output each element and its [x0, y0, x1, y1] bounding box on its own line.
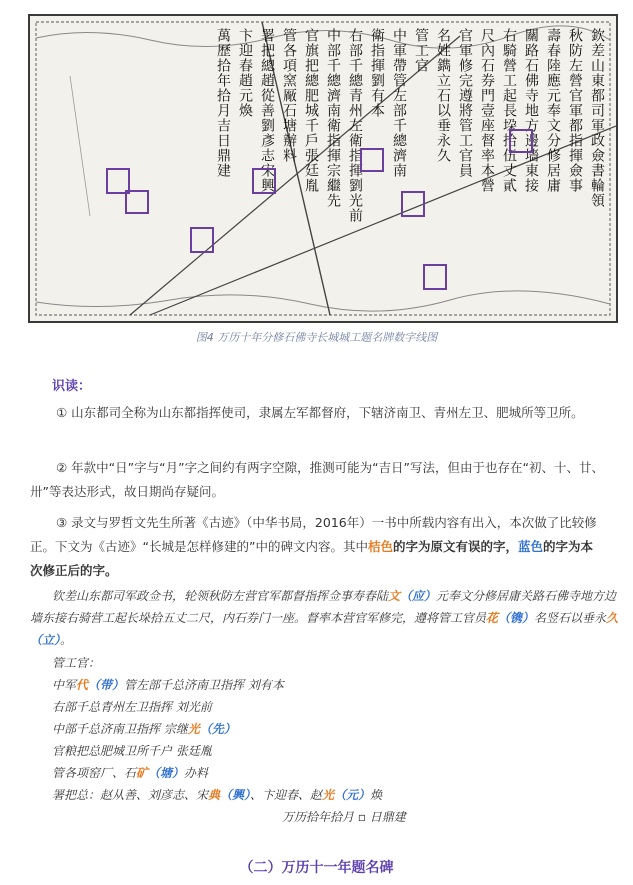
transcript-line: 右部千总青州左卫指挥 刘光前: [52, 700, 212, 714]
inscription-column: 卞迎春趙元煥: [237, 28, 253, 118]
note-text: ③ 录文与罗哲文先生所著《古迹》（中华书局，2016年）一书中所载内容有出入，本次做了比较修正。下文为《古迹》“长城是怎样修建的”中的碑文内容。其中: [30, 515, 597, 554]
note-text: ① 山东都司全称为山东都指挥使司，隶属左军都督府，下辖济南卫、青州左卫、肥城所等卫所。: [56, 405, 584, 420]
inscription-column: 衛指揮劉有本: [369, 28, 385, 118]
transcript-text: 中部千总济南卫指挥 宗继: [52, 722, 188, 736]
transcript-line: [52, 674, 612, 696]
inscription-column: 右部千總青州左衛指揮劉光前: [347, 28, 363, 223]
transcript-text: 。: [60, 633, 73, 647]
inscription-column: 關路石佛寺地方邊墻東接: [523, 28, 539, 193]
inscription-column: 中軍帶管左部千總濟南: [391, 28, 407, 178]
inscription-column: 秋防左營官軍都指揮僉事: [567, 28, 583, 193]
corrected-char: （镌）: [498, 611, 535, 625]
note-paragraph-2: [30, 456, 605, 504]
note-text: 的字为本次修正后的字。: [30, 539, 594, 578]
erroneous-char: 代: [76, 678, 89, 692]
transcript-line: [52, 784, 612, 806]
inscription-column: 萬歷拾年拾月吉日鼎建: [215, 28, 231, 178]
transcript-text: 管左部千总济南卫指挥 刘有本: [124, 678, 284, 692]
transcript-text: 中军: [52, 678, 77, 692]
section-heading: （二）万历十一年题名碑: [239, 860, 394, 876]
correction-highlight-box: [401, 191, 425, 217]
transcript-line: 官粮把总肥城卫所千户 张廷胤: [52, 744, 212, 758]
inscription-columns: [100, 28, 606, 307]
transcript-line: 管工官：: [52, 656, 101, 670]
erroneous-char: 典: [208, 788, 221, 802]
inscription-column: 名姓鐫立石以垂永久: [435, 28, 451, 163]
transcript-text: 署把总：赵从善、刘彦志、宋: [52, 788, 209, 802]
erroneous-char: 光: [322, 788, 335, 802]
transcript-text: 办料: [184, 766, 209, 780]
figure-caption: 图4 万历十年分修石佛寺长城城工题名牌数字线图: [195, 331, 438, 344]
correction-highlight-box: [360, 148, 384, 172]
note-paragraph-3: [30, 511, 605, 583]
erroneous-char: 矿: [136, 766, 149, 780]
orange-label: 桔色: [367, 539, 393, 554]
correction-highlight-box: [252, 168, 276, 194]
corrected-char: （先）: [199, 722, 236, 736]
erroneous-char: 花: [486, 611, 499, 625]
inscription-column: 官旗把總肥城千戶張廷胤: [303, 28, 319, 193]
inscription-column: 欽差山東都司軍政僉書輪領: [589, 28, 605, 208]
transcript-text: 管各项窑厂、石: [52, 766, 137, 780]
blue-label: 蓝色: [517, 539, 543, 554]
transcript-text: 焕: [370, 788, 383, 802]
erroneous-char: 光: [187, 722, 200, 736]
inscription-column: 中部千總濟南衛指揮宗繼先: [325, 28, 341, 208]
transcript-text: 钦差山东都司军政佥书，轮领秋防左营官军都督指挥佥事寿春陆: [52, 589, 389, 603]
transcript-line: [52, 718, 612, 740]
corrected-char: （带）: [88, 678, 125, 692]
note-text: ② 年款中“日”字与“月”字之间约有两字空隙，推测可能为“吉日”写法，但由于也存在“初、十、廿、卅”等表达形式，故日期尚存疑问。: [30, 460, 605, 499]
notes-heading: 识读：: [52, 379, 92, 394]
correction-highlight-box: [423, 264, 447, 290]
inscription-transcript-main: [30, 585, 620, 651]
inscription-column: 署把總趙從善劉彥志宋興: [259, 28, 275, 193]
erroneous-char: 久: [606, 611, 619, 625]
inscription-column: 壽春陸應元奉文分修居庸: [545, 28, 561, 193]
inscription-column: 管工官: [413, 28, 429, 73]
inscription-column: 管各項窯厰石塘辦料: [281, 28, 297, 163]
corrected-char: （元）: [334, 788, 371, 802]
inscription-column: 官軍修完遵將管工官員: [457, 28, 473, 178]
transcript-date-line: 万历拾年拾月 ▫ 日鼎建: [282, 810, 406, 824]
transcript-text: 、卞迎春、赵: [250, 788, 323, 802]
inscription-column: 右騎營工起長垜拾伍丈貳: [501, 28, 517, 193]
erroneous-char: 文: [388, 589, 401, 603]
corrected-char: （塘）: [148, 766, 185, 780]
transcript-text: 元奉文分修居庸关路石佛寺地方边墙东接右骑营工起长垛拾五丈二尺，内石券门一座。督率本营官军修完，遵将管工官员: [30, 589, 617, 625]
corrected-char: （应）: [400, 589, 437, 603]
correction-highlight-box: [125, 190, 149, 214]
note-paragraph-1: [30, 401, 605, 425]
note-text: 的字为原文有误的字，: [392, 539, 518, 554]
corrected-char: （立）: [30, 633, 61, 647]
correction-highlight-box: [190, 227, 214, 253]
inscription-column: 尺內石券門壹座督率本營: [479, 28, 495, 193]
transcript-text: 名竖石以垂永: [534, 611, 607, 625]
correction-highlight-box: [509, 129, 533, 153]
corrected-char: （興）: [220, 788, 251, 802]
transcript-line: [52, 762, 612, 784]
